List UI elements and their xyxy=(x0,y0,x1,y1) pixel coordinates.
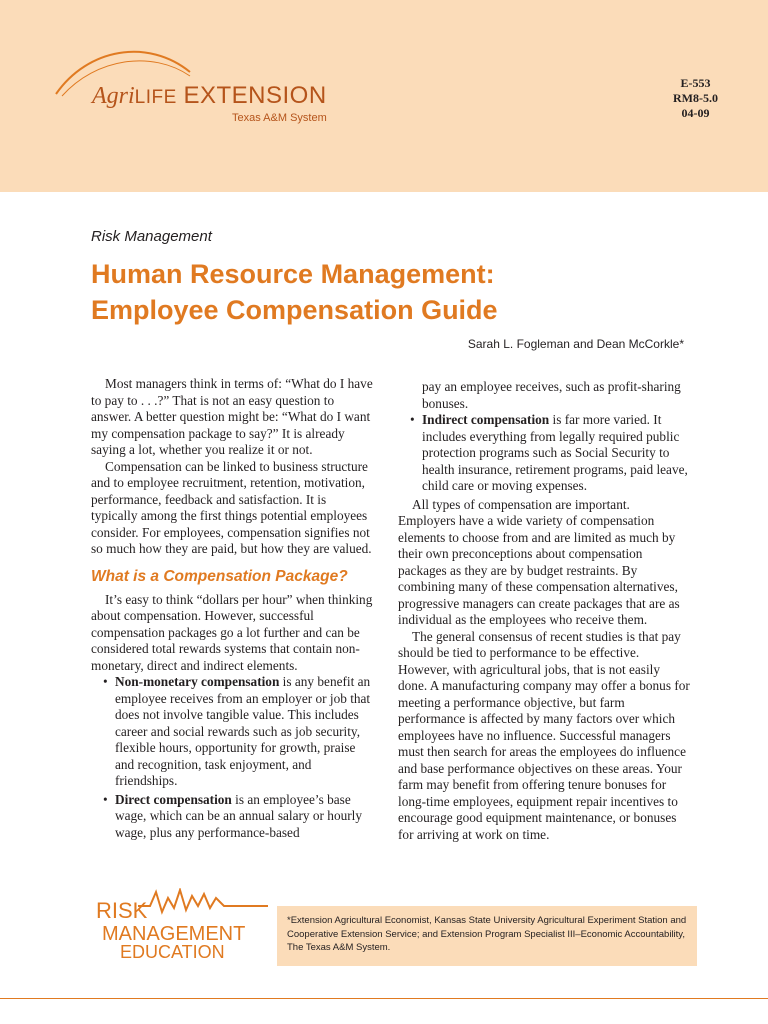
compensation-list xyxy=(91,674,373,841)
list-item: • Direct compensation is an employee’s base wage, which can be an annual salary or hourly wage, plus any performance-based xyxy=(103,791,363,840)
list-item: • Non-monetary compensation is any benefit an employee receives from an employer or job that does not involve tangible value. This includes career and social rewards such as job security, flexible hours, opportunity for growth, praise and recognition, task enjoyment, and friendships. xyxy=(103,674,371,788)
definition: is an employee’s base wage, which can be an annual salary or hourly wage, plus any performance-based xyxy=(115,791,363,840)
document-title xyxy=(91,256,498,328)
publication-codes xyxy=(673,76,718,121)
column-left xyxy=(91,376,373,843)
logo-life: LIFE xyxy=(134,87,177,108)
author-footnote: *Extension Agricultural Economist, Kansas State University Agricultural Experiment Station and Cooperative Extension Service; and Extension Program Specialist III–Economic Accountability, The Texas A&M System. xyxy=(277,906,697,966)
term: Direct compensation xyxy=(115,791,232,807)
logo-risk: RISK xyxy=(96,898,148,923)
paragraph: Most managers think in terms of: “What do I have to pay to . . .?” That is not an easy question to answer. A better question might be: “What do I want my compensation package to say?” It is already saying a lot, whether you realize it or not. xyxy=(91,376,373,457)
section-heading: What is a Compensation Package? xyxy=(91,567,348,585)
pub-code: 04-09 xyxy=(681,106,710,120)
logo-subtitle: Texas A&M System xyxy=(232,112,327,124)
title-line: Employee Compensation Guide xyxy=(91,295,498,325)
paragraph: The general consensus of recent studies is that pay should be tied to performance to be effective. However, with agricultural jobs, that is not easily done. A manufacturing company may offer a bonus for meeting a performance objective, but farm performance is affected by many factors over which employees have no influence. Successful managers must then search for areas the employees do influence and base performance objectives on these areas. Your farm may benefit from offering tenure bonuses for long-time employees, equipment repair incentives to encourage good equipment maintenance, or bonuses for arriving at work on time. xyxy=(398,628,690,842)
risk-management-education-logo xyxy=(92,888,272,960)
term: Non-monetary compensation xyxy=(115,674,280,689)
compensation-list xyxy=(398,412,690,495)
term: Indirect compensation xyxy=(422,412,550,427)
paragraph: Compensation can be linked to business structure and to employee recruitment, retention, motivation, performance, feedback and satisfaction. It is typically among the first things potential employees consider. For employees, compensation signifies not so much how they are paid, but how they are valued. xyxy=(91,458,372,556)
pub-code: RM8-5.0 xyxy=(673,91,718,105)
list-item: • Indirect compensation is far more varied. It includes everything from legally required public protection programs such as Social Security to health insurance, retirement programs, paid leave, child care or moving expenses. xyxy=(410,412,688,493)
paragraph: It’s easy to think “dollars per hour” when thinking about compensation. However, successful compensation packages go a lot further and can be considered total rewards systems that contain non-monetary, direct and indirect elements. xyxy=(91,591,373,673)
bottom-rule xyxy=(0,998,768,999)
definition: is far more varied. It includes everything from legally required public protection programs such as Social Security to health insurance, retirement programs, paid leave, child care or moving expenses. xyxy=(422,412,688,493)
header-band xyxy=(0,0,768,192)
paragraph: All types of compensation are important. Employers have a wide variety of compensation elements to choose from and are limited as much by their own preconceptions about compensation packages as they are by budget restraints. By combining many of these compensation alternatives, progressive managers can create packages that are as individual as the employees who receive them. xyxy=(398,496,680,627)
logo-agri: Agri xyxy=(92,83,135,109)
paragraph-continued: pay an employee receives, such as profit-sharing bonuses. xyxy=(422,379,681,411)
definition: is any benefit an employee receives from an employer or job that does not involve tangible value. This includes career and social rewards such as job security, flexible hours, opportunity for growth, praise and recognition, task enjoyment, and friendships. xyxy=(115,674,371,788)
agrilife-logo xyxy=(92,82,327,112)
logo-extension: EXTENSION xyxy=(183,82,327,109)
series-label: Risk Management xyxy=(91,228,212,245)
logo-management: MANAGEMENT xyxy=(102,923,246,945)
logo-education: EDUCATION xyxy=(120,942,225,960)
column-right xyxy=(398,379,690,843)
title-line: Human Resource Management: xyxy=(91,259,495,289)
pub-code: E-553 xyxy=(680,76,711,90)
authors: Sarah L. Fogleman and Dean McCorkle* xyxy=(467,337,684,351)
